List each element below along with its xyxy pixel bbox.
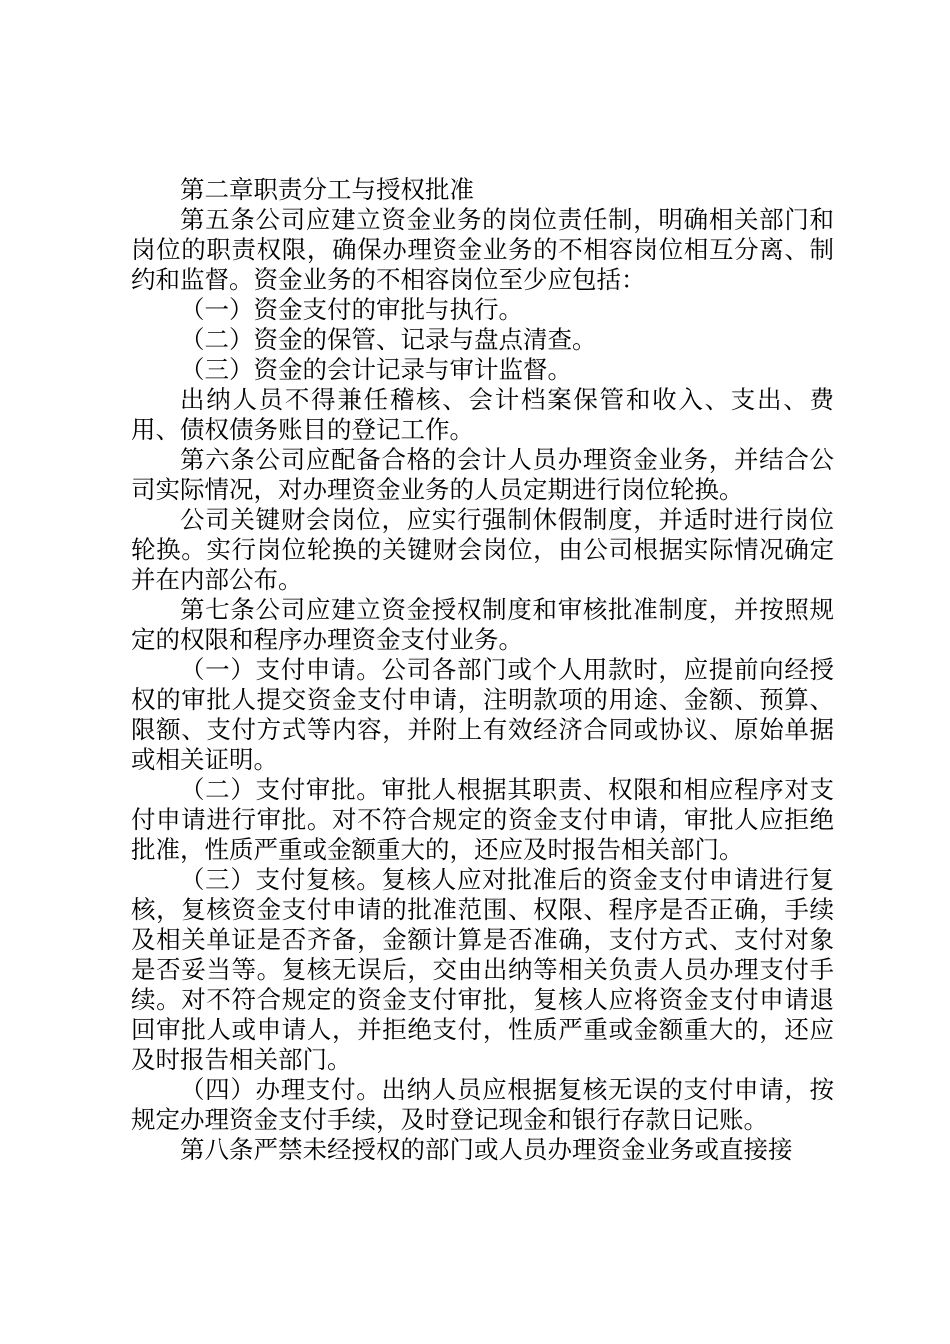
article-7-item-4: （四）办理支付。出纳人员应根据复核无误的支付申请，按规定办理资金支付手续，及时登记现金和银行存款日记账。 — [131, 1075, 834, 1134]
article-5: 第五条公司应建立资金业务的岗位责任制，明确相关部门和岗位的职责权限，确保办理资金业务的不相容岗位相互分离、制约和监督。资金业务的不相容岗位至少应包括： — [131, 205, 834, 294]
article-7-item-3: （三）支付复核。复核人应对批准后的资金支付申请进行复核，复核资金支付申请的批准范围、权限、程序是否正确，手续及相关单证是否齐备，金额计算是否准确，支付方式、支付对象是否妥当等。复核无误后，交由出纳等相关负责人员办理支付手续。对不符合规定的资金支付审批，复核人应将资金支付申请退回审批人或申请人，并拒绝支付，性质严重或金额重大的，还应及时报告相关部门。 — [131, 865, 834, 1074]
article-5-item-2: （二）资金的保管、记录与盘点清查。 — [180, 325, 597, 354]
article-6-note: 公司关键财会岗位，应实行强制休假制度，并适时进行岗位轮换。实行岗位轮换的关键财会岗位，由公司根据实际情况确定并在内部公布。 — [131, 505, 834, 594]
article-6: 第六条公司应配备合格的会计人员办理资金业务，并结合公司实际情况，对办理资金业务的人员定期进行岗位轮换。 — [131, 445, 834, 504]
article-5-item-3: （三）资金的会计记录与审计监督。 — [180, 355, 572, 384]
article-5-item-1: （一）资金支付的审批与执行。 — [180, 295, 523, 324]
article-7-item-2: （二）支付审批。审批人根据其职责、权限和相应程序对支付申请进行审批。对不符合规定的资金支付申请，审批人应拒绝批准，性质严重或金额重大的，还应及时报告相关部门。 — [131, 775, 834, 864]
document-body — [131, 175, 834, 1165]
article-5-note: 出纳人员不得兼任稽核、会计档案保管和收入、支出、费用、债权债务账目的登记工作。 — [131, 385, 834, 444]
article-7: 第七条公司应建立资金授权制度和审核批准制度，并按照规定的权限和程序办理资金支付业务。 — [131, 595, 834, 654]
article-8: 第八条严禁未经授权的部门或人员办理资金业务或直接接 — [180, 1135, 793, 1164]
article-7-item-1: （一）支付申请。公司各部门或个人用款时，应提前向经授权的审批人提交资金支付申请，注明款项的用途、金额、预算、限额、支付方式等内容，并附上有效经济合同或协议、原始单据或相关证明。 — [131, 655, 834, 774]
chapter-heading: 第二章职责分工与授权批准 — [180, 175, 474, 204]
